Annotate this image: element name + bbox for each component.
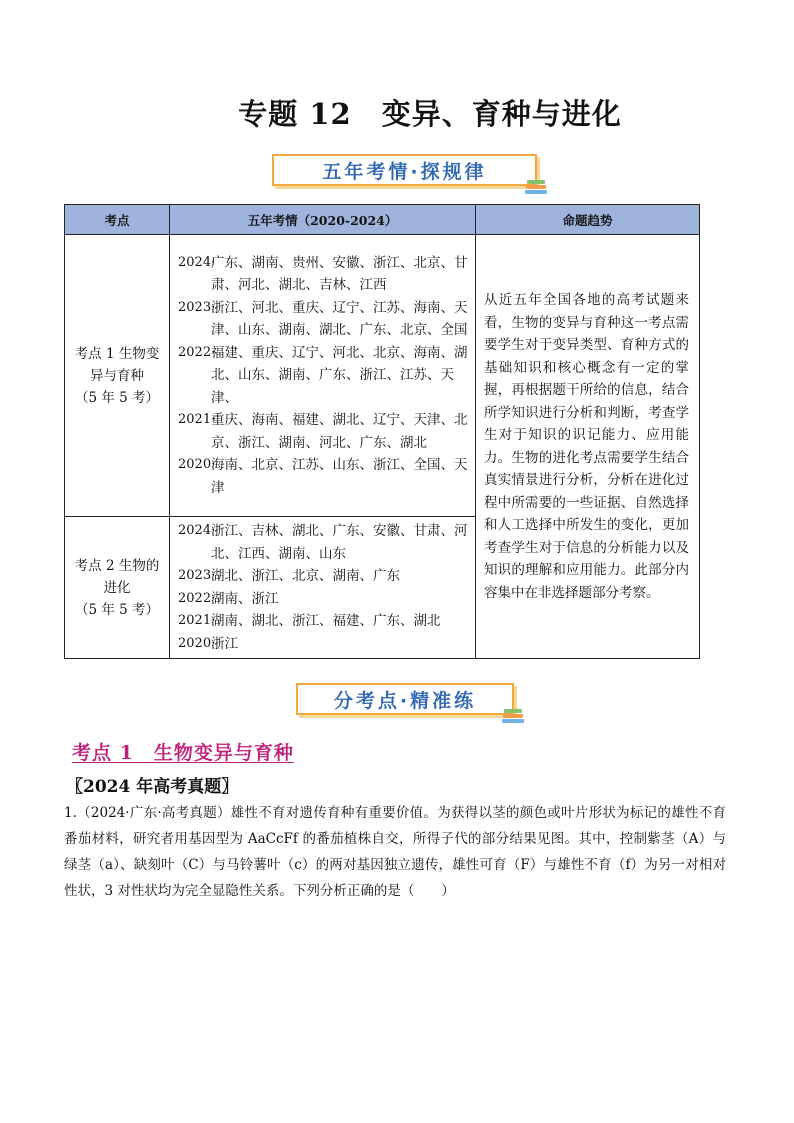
province-list: 重庆、海南、福建、湖北、辽宁、天津、北京、浙江、湖南、河北、广东、湖北 (211, 412, 468, 451)
topic-line: （5 年 5 考） (74, 389, 160, 406)
section-banner-practice (296, 683, 514, 715)
books-icon (525, 176, 549, 194)
table-row (65, 235, 700, 517)
year-entry (178, 454, 471, 499)
province-list: 湖南、浙江 (211, 590, 279, 607)
years-cell (170, 235, 476, 517)
topic-line: 进化 (103, 579, 131, 596)
year-label: 2022· (178, 344, 216, 360)
year-entry (178, 297, 471, 342)
section-banner-exam-trends (272, 154, 537, 186)
trend-cell: 从近五年全国各地的高考试题来看，生物的变异与育种这一考点需要学生对于变异类型、育种方式的基础知识和核心概念有一定的掌握，再根据题干所给的信息，结合所学知识进行分析和判断，考查学生对于知识的识记能力、应用能力。生物的进化考点需要学生结合真实情景进行分析，分析在进化过程中所需要的一些证据、自然选择和人工选择中所发生的变化，更加考查学生对于信息的分析能力以及知识的理解和应用能力。此部分内容集中在非选择题部分考察。 (476, 235, 700, 659)
year-entry (178, 409, 471, 454)
year-label: 2020· (178, 635, 216, 651)
year-entry (178, 565, 471, 588)
banner-label: 分考点·精准练 (333, 689, 477, 712)
year-label: 2020· (178, 457, 216, 473)
topic-line: 异与育种 (90, 367, 144, 384)
year-label: 2021· (178, 613, 216, 628)
year-label: 2024· (178, 523, 216, 538)
topic-line: 考点 2 生物的 (74, 557, 160, 574)
province-list: 广东、湖南、贵州、安徽、浙江、北京、甘肃、河北、湖北、吉林、江西 (211, 254, 468, 294)
header-years: 五年考情（2020-2024） (170, 205, 476, 235)
province-list: 浙江、河北、重庆、辽宁、江苏、海南、天津、山东、湖南、湖北、广东、北京、全国 (211, 299, 468, 339)
section-heading: 考点 1 生物变异与育种 (72, 742, 294, 764)
year-entry (178, 633, 471, 656)
province-list: 浙江 (211, 635, 238, 652)
table-header-row (65, 205, 700, 235)
question-text: 1.（2024·广东·高考真题）雄性不育对遗传育种有重要价值。为获得以茎的颜色或叶片形状为标记的雄性不育番茄材料，研究者用基因型为 AaCcFf 的番茄植株自交，所得子代的部分结果见图。其中，控制紫茎（A）与绿茎（a）、缺刻叶（C）与马铃薯叶（c）的两对基因独立遗传，雄性可育（F）与雄性不育（f）为另一对相对性状，3 对性状均为完全显隐性关系。下列分析正确的是（ ） (64, 805, 726, 899)
province-list: 福建、重庆、辽宁、河北、北京、海南、湖北、山东、湖南、广东、浙江、江苏、天津、 (211, 344, 468, 406)
page-title: 专题 12 变异、育种与进化 (238, 97, 622, 131)
topic-cell (65, 517, 170, 659)
province-list: 湖南、湖北、浙江、福建、广东、湖北 (211, 613, 441, 629)
province-list: 湖北、浙江、北京、湖南、广东 (211, 568, 400, 584)
year-label: 2024· (178, 254, 216, 270)
years-cell (170, 517, 476, 659)
year-entry (178, 610, 471, 633)
year-entry (178, 342, 471, 410)
books-icon (502, 705, 526, 723)
header-topic: 考点 (65, 205, 170, 235)
topic-cell (65, 235, 170, 517)
year-label: 2021· (178, 412, 216, 428)
header-trend: 命题趋势 (476, 205, 700, 235)
province-list: 海南、北京、江苏、山东、浙江、全国、天津 (211, 457, 468, 496)
subsection-heading: 〖2024 年高考真题〗 (66, 777, 239, 797)
province-list: 浙江、吉林、湖北、广东、安徽、甘肃、河北、江西、湖南、山东 (211, 523, 468, 562)
banner-label: 五年考情·探规律 (322, 160, 487, 183)
year-label: 2022· (178, 590, 216, 606)
year-label: 2023· (178, 299, 216, 315)
year-label: 2023· (178, 568, 216, 583)
topic-line: （5 年 5 考） (74, 601, 160, 618)
year-entry (178, 588, 471, 611)
year-entry (178, 252, 471, 297)
exam-analysis-table (64, 204, 700, 659)
year-entry (178, 520, 471, 565)
topic-line: 考点 1 生物变 (74, 345, 160, 362)
